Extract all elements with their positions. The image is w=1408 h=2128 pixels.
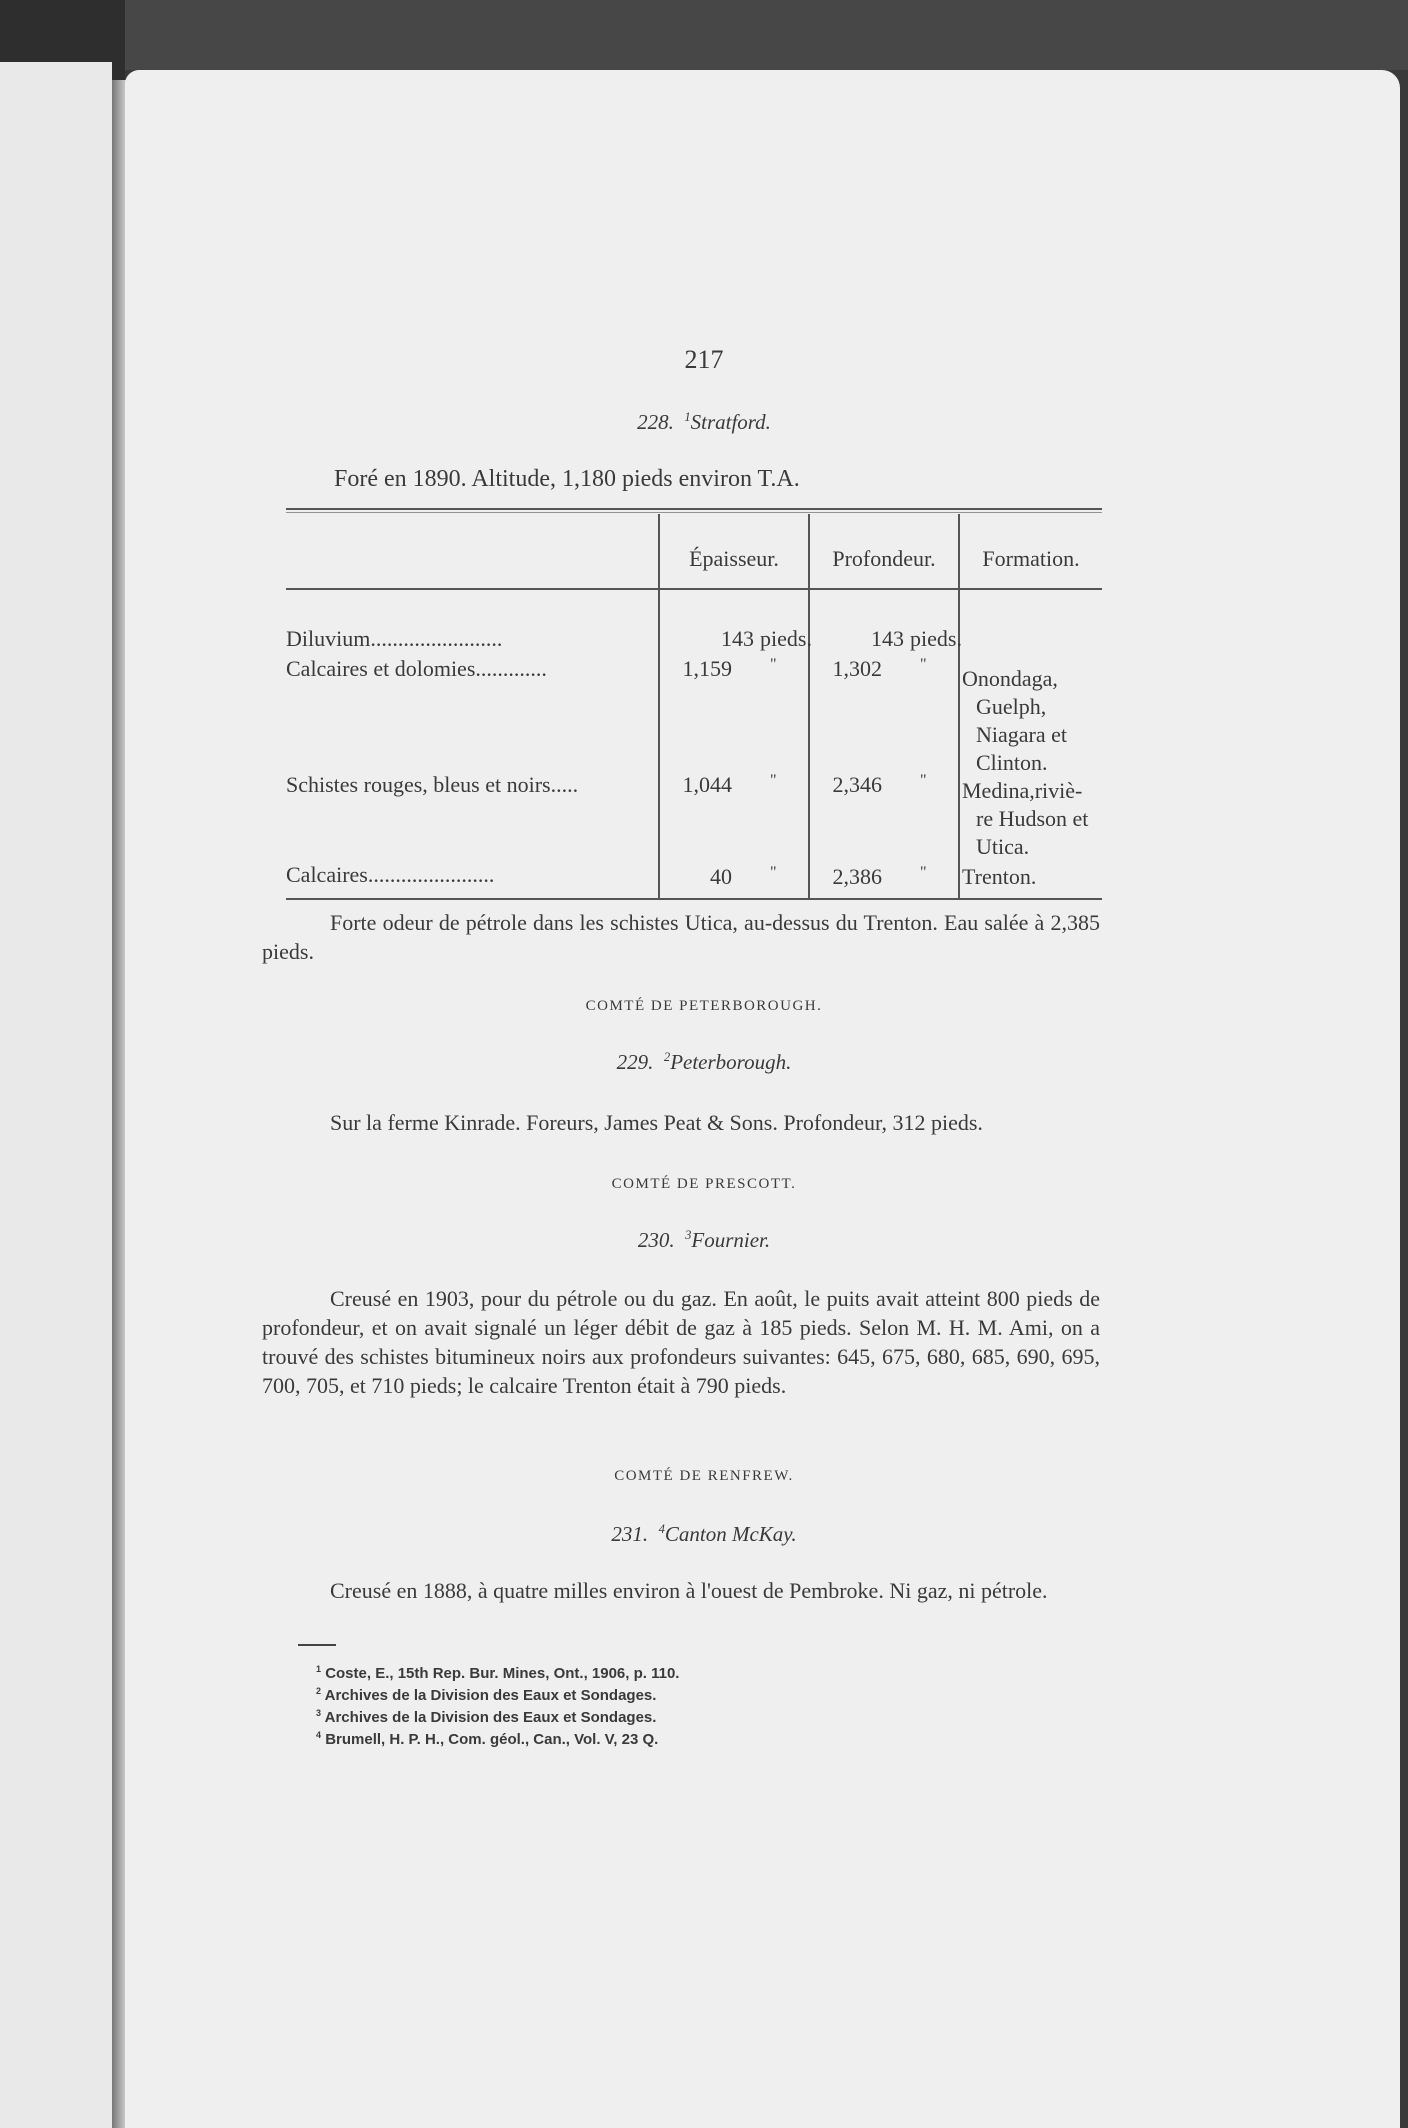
section-heading-230: 230. $^3$Fournier. [637,1228,771,1252]
formation-line: Medina,riviè- [962,778,1083,803]
well-intro: Foré en 1890. Altitude, 1,180 pieds environ T.A. [334,466,800,492]
formation-line: Utica. [976,834,1030,859]
footnote: $^3$ Archives de la Division des Eaux et Sondages. [316,1708,657,1726]
table-top-rule-2 [286,512,1102,513]
depth-value: 2,386 [832,864,882,889]
footnote-ref: 3 [685,1228,692,1242]
book-page [125,70,1400,2128]
ditto-mark: " [920,864,927,881]
depth-value: 2,346 [832,772,882,797]
well-notes: Forte odeur de pétrole dans les schistes Utica, au-dessus du Trenton. Eau salée à 2,385 pieds. [262,910,1100,964]
footnote: $^4$ Brumell, H. P. H., Com. géol., Can., Vol. V, 23 Q. [316,1730,659,1748]
section-heading-228: 228. $^1$Stratford. [637,410,771,434]
header-formation: Formation. [982,546,1080,571]
footnote-ref: 4 [658,1522,665,1536]
depth-value: 143 [871,626,904,651]
table-header-rule [286,588,1102,590]
section-heading-231: 231. $^4$Canton McKay. [611,1522,797,1546]
formation-line: Niagara et [976,722,1067,747]
thickness-value: 40 [710,864,732,889]
well-description: Creusé en 1903, pour du pétrole ou du gaz. En août, le puits avait atteint 800 pieds de profondeur, et on avait signalé un léger débit de gaz à 185 pieds. Selon M. H. M. Ami, on a trouvé des schistes bitumineux noirs aux profondeurs suivantes: 645, 675, 680, 685, 690, 695, 700, 705, et 710 pieds; le calcaire Trenton était à 790 pieds. [262,1286,1100,1398]
formation-line: re Hudson et [976,806,1089,831]
well-description: Sur la ferme Kinrade. Foreurs, James Peat & Sons. Profondeur, 312 pieds. [330,1110,983,1135]
well-description: Creusé en 1888, à quatre milles environ à l'ouest de Pembroke. Ni gaz, ni pétrole. [330,1578,1048,1603]
table-row-name: Schistes rouges, bleus et noirs..... [286,772,579,797]
thickness-unit: pieds. [760,626,812,651]
footnote-ref: 1 [684,410,691,424]
header-depth: Profondeur. [832,546,936,571]
formation-line: Trenton. [962,864,1037,889]
county-heading: COMTÉ DE PRESCOTT. [611,1176,797,1192]
footnote: $^1$ Coste, E., 15th Rep. Bur. Mines, Ont., 1906, p. 110. [316,1664,680,1682]
table-row-name: Calcaires....................... [286,862,495,887]
thickness-value: 1,044 [682,772,732,797]
formation-line: Onondaga, [962,666,1058,691]
footnote: $^2$ Archives de la Division des Eaux et Sondages. [316,1686,657,1704]
formation-line: Clinton. [976,750,1048,775]
depth-value: 1,302 [832,656,882,681]
formation-line: Guelph, [976,694,1047,719]
header-thickness: Épaisseur. [689,546,779,571]
table-top-rule [286,508,1102,510]
page-number: 217 [684,345,724,374]
table-row-name: Calcaires et dolomies............. [286,656,547,681]
ditto-mark: " [920,656,927,673]
table-bottom-rule [286,898,1102,900]
ditto-mark: " [770,772,777,789]
table-row-name: Diluvium........................ [286,626,503,651]
thickness-value: 143 [721,626,754,651]
section-heading-229: 229. $^2$Peterborough. [616,1050,792,1074]
county-heading: COMTÉ DE RENFREW. [614,1468,794,1484]
ditto-mark: " [770,864,777,881]
footnote-ref: 2 [663,1050,671,1064]
county-heading: COMTÉ DE PETERBOROUGH. [585,998,823,1014]
ditto-mark: " [920,772,927,789]
thickness-value: 1,159 [682,656,732,681]
depth-unit: pieds. [910,626,962,651]
footnote-rule [298,1644,336,1646]
scan-top-border [0,0,1408,70]
ditto-mark: " [770,656,777,673]
